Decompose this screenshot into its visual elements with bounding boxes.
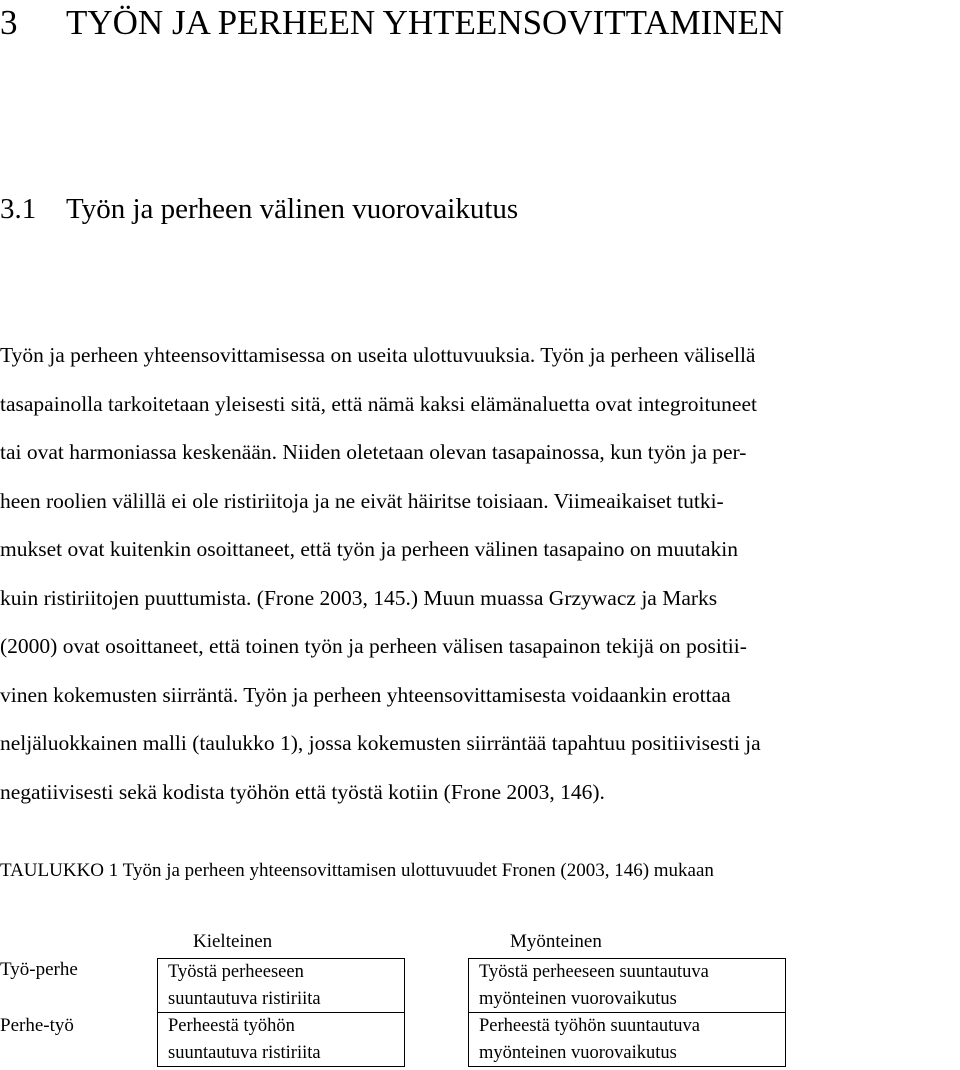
paragraph-line: vinen kokemusten siirräntä. Työn ja perheen yhteensovittamisesta voidaankin erottaa (0, 682, 731, 707)
paragraph-line: tasapainolla tarkoitetaan yleisesti sitä, että nämä kaksi elämänaluetta ovat integroituneet (0, 391, 757, 416)
cell-line: myönteinen vuorovaikutus (479, 1043, 677, 1063)
chapter-number: 3 (0, 3, 18, 42)
paragraph-line: tai ovat harmoniassa keskenään. Niiden oletetaan olevan tasapainossa, kun työn ja per- (0, 440, 747, 464)
table-cell (157, 1012, 405, 1067)
paragraph-line: (2000) ovat osoittaneet, että toinen työn ja perheen välisen tasapainon tekijä on positii- (0, 634, 747, 658)
cell-line: Työstä perheeseen (168, 962, 304, 982)
cell-line: Perheestä työhön (168, 1016, 295, 1036)
paragraph-line: Työn ja perheen yhteensovittamisessa on useita ulottuvuuksia. Työn ja perheen välisellä (0, 343, 756, 367)
cell-line: Työstä perheeseen suuntautuva (479, 962, 709, 982)
section-number: 3.1 (0, 193, 37, 225)
paragraph-line: heen roolien välillä ei ole ristiriitoja ja ne eivät häiritse toisiaan. Viimeaikaiset tutki- (0, 488, 724, 513)
cell-line: suuntautuva ristiriita (168, 989, 321, 1009)
chapter-title: TYÖN JA PERHEEN YHTEENSOVITTAMINEN (66, 3, 785, 42)
table-cell (157, 958, 405, 1013)
section-heading (0, 191, 518, 227)
paragraph-line: mukset ovat kuitenkin osoittaneet, että työn ja perheen välinen tasapaino on muutakin (0, 537, 738, 561)
row-label-work-family: Työ-perhe (0, 959, 78, 980)
table-caption: TAULUKKO 1 Työn ja perheen yhteensovittamisen ulottuvuudet Fronen (2003, 146) mukaan (0, 860, 714, 881)
cell-line: myönteinen vuorovaikutus (479, 989, 677, 1009)
table-cell (468, 958, 786, 1013)
paragraph-line: negatiivisesti sekä kodista työhön että työstä kotiin (Frone 2003, 146). (0, 779, 605, 804)
cell-line: Perheestä työhön suuntautuva (479, 1016, 700, 1036)
cell-line: suuntautuva ristiriita (168, 1043, 321, 1063)
column-header-positive: Myönteinen (510, 931, 602, 952)
row-label-family-work: Perhe-työ (0, 1015, 74, 1036)
table-cell (468, 1012, 786, 1067)
paragraph-line: kuin ristiriitojen puuttumista. (Frone 2003, 145.) Muun muassa Grzywacz ja Marks (0, 585, 718, 610)
paragraph-line: neljäluokkainen malli (taulukko 1), jossa kokemusten siirräntää tapahtuu positiivisesti ja (0, 731, 761, 755)
chapter-heading (0, 3, 784, 43)
column-header-negative: Kielteinen (193, 931, 273, 952)
section-title: Työn ja perheen välinen vuorovaikutus (66, 193, 519, 225)
